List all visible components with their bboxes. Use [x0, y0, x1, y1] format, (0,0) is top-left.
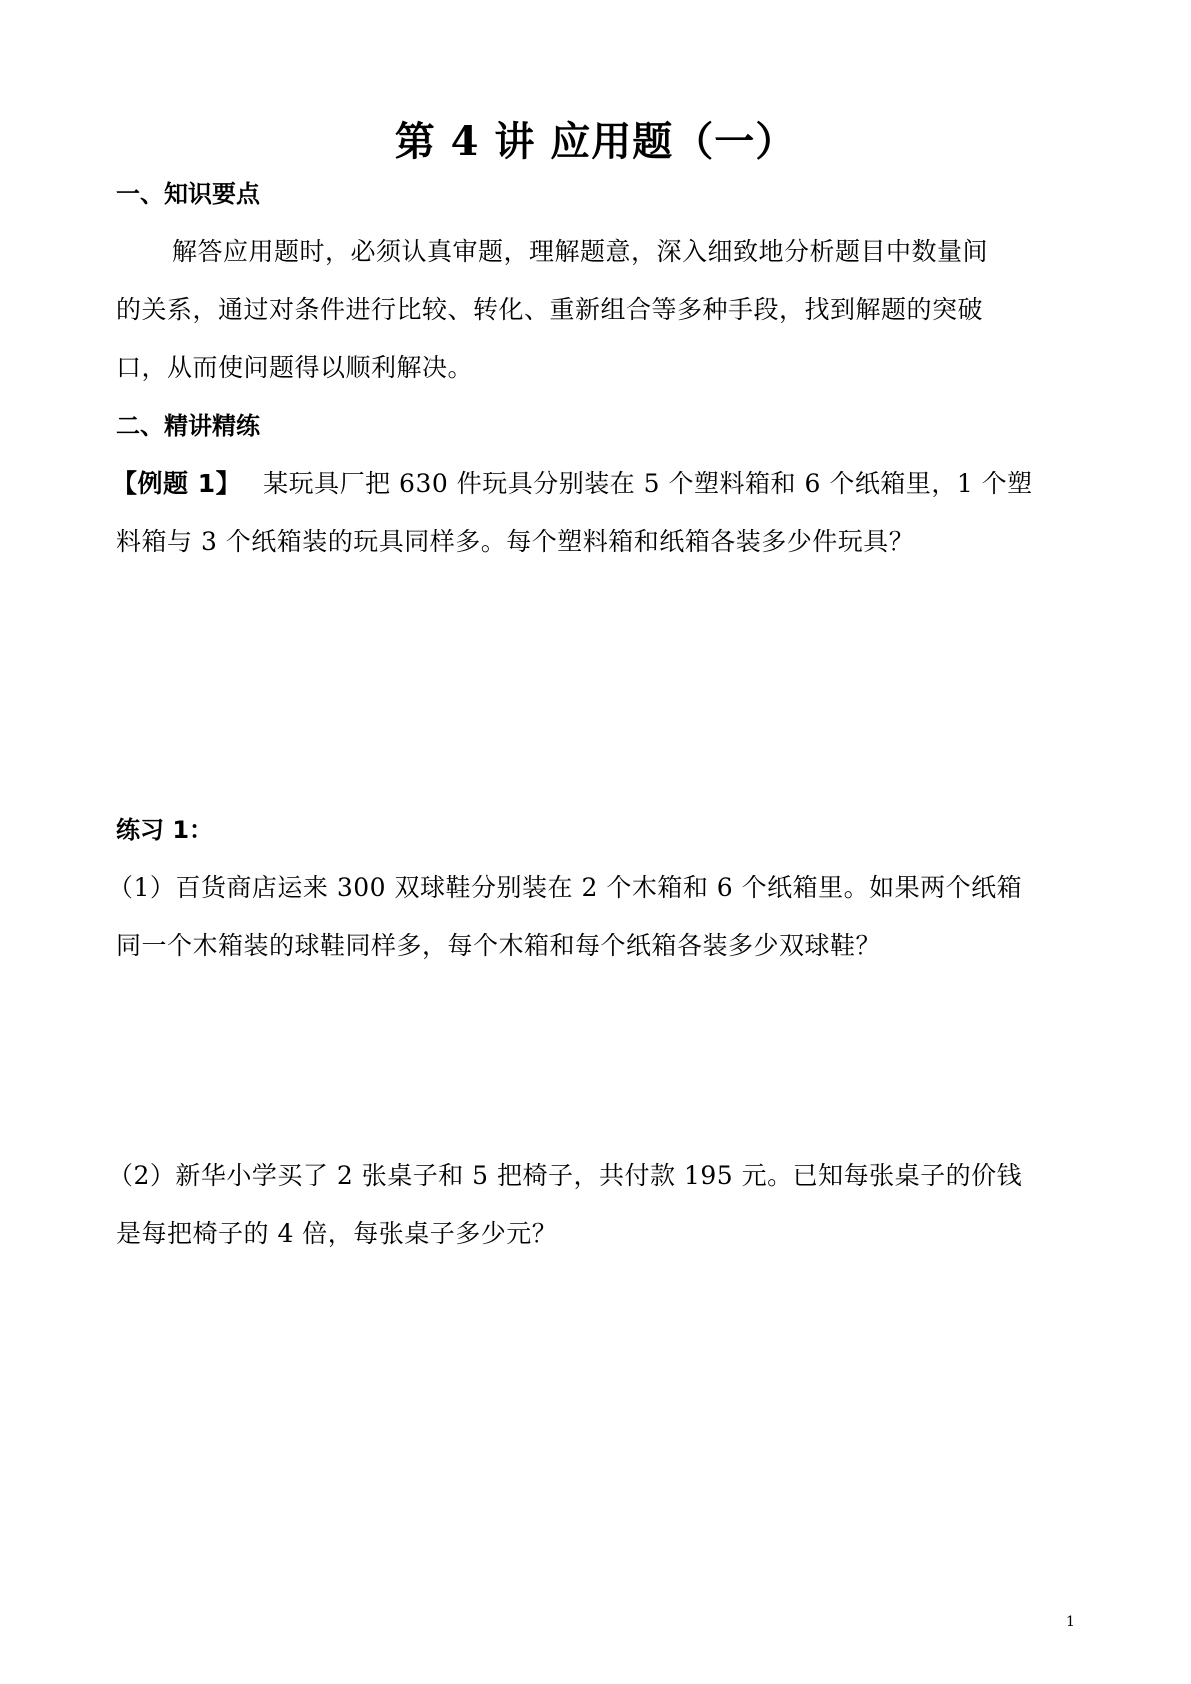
practice-1-problem-2-line-1: （2）新华小学买了 2 张桌子和 5 把椅子，共付款 195 元。已知每张桌子的价钱: [108, 1161, 1023, 1190]
example-1-line-1: [112, 466, 1033, 502]
page-title: 第 4 讲 应用题（一）: [394, 118, 797, 165]
section-heading-knowledge-points: 一、知识要点: [116, 180, 260, 208]
knowledge-paragraph-line-2: 的关系，通过对条件进行比较、转化、重新组合等多种手段，找到解题的突破: [116, 295, 984, 324]
practice-1-problem-1-line-1: （1）百货商店运来 300 双球鞋分别装在 2 个木箱和 6 个纸箱里。如果两个纸箱: [108, 873, 1023, 902]
example-1-text: 某玩具厂把 630 件玩具分别装在 5 个塑料箱和 6 个纸箱里，1 个塑: [263, 469, 1033, 498]
section-heading-lecture-practice: 二、精讲精练: [116, 412, 260, 440]
example-1-line-2: 料箱与 3 个纸箱装的玩具同样多。每个塑料箱和纸箱各装多少件玩具？: [116, 527, 915, 556]
knowledge-paragraph-line-3: 口，从而使问题得以顺利解决。: [116, 353, 474, 382]
practice-1-problem-2-line-2: 是每把椅子的 4 倍，每张桌子多少元？: [116, 1219, 558, 1248]
page-number: 1: [1066, 1614, 1075, 1630]
example-1-label: 【例题 1】: [112, 469, 242, 498]
practice-1-heading: 练习 1：: [116, 816, 214, 844]
practice-1-problem-1-line-2: 同一个木箱装的球鞋同样多，每个木箱和每个纸箱各装多少双球鞋？: [116, 931, 882, 960]
knowledge-paragraph-line-1: 解答应用题时，必须认真审题，理解题意，深入细致地分析题目中数量间: [172, 237, 989, 266]
